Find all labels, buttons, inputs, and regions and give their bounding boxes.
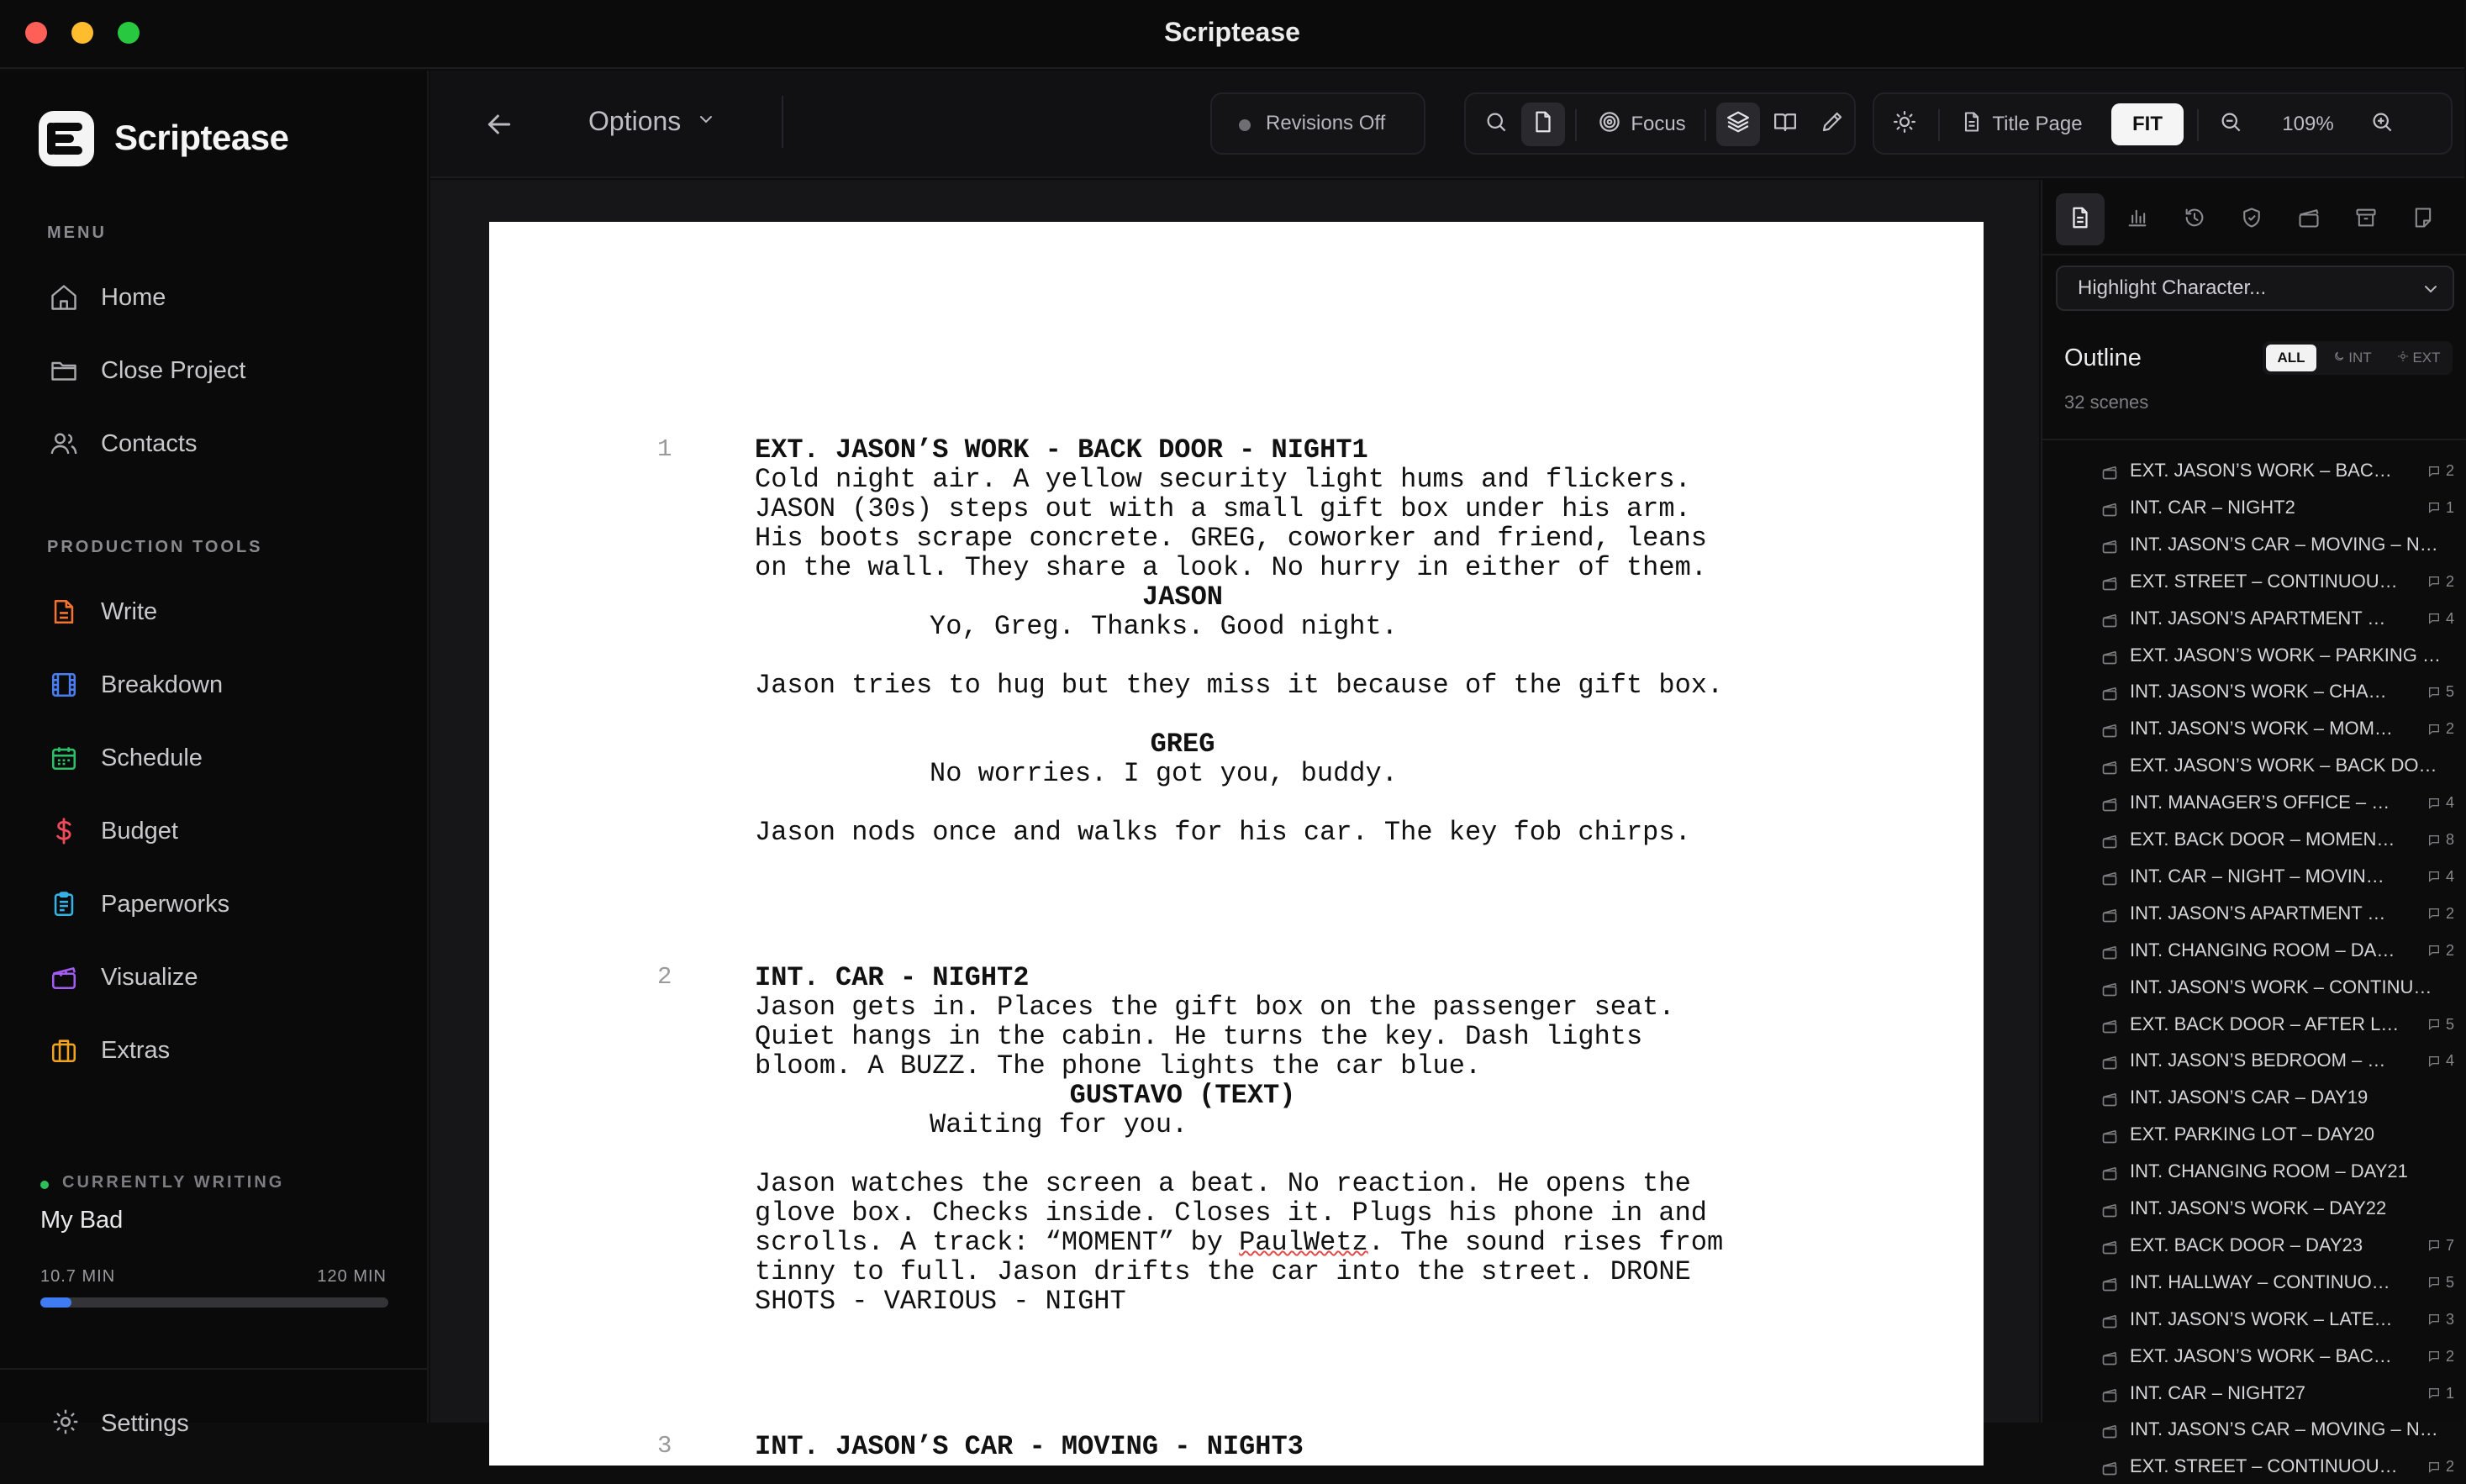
outline-list [2042, 454, 2466, 1477]
clapperboard-icon [2101, 649, 2118, 670]
sidebar-item-visualize[interactable] [39, 950, 408, 1005]
clapperboard-icon [2101, 1276, 2118, 1297]
outline-item[interactable] [2042, 1192, 2466, 1226]
toolbar-separator [1938, 109, 1940, 141]
comment-icon [2427, 1055, 2441, 1068]
outline-item-note-count: 2 [2427, 573, 2454, 591]
filter-int-button[interactable] [2321, 345, 2384, 371]
reading-mode-button[interactable] [1763, 103, 1807, 146]
scene-number: 3 [657, 1432, 672, 1460]
toolbar-divider [782, 96, 783, 148]
zoom-level: 109% [2282, 113, 2334, 135]
action-block[interactable]: Jason watches the screen a beat. No reaction. He opens the glove box. Checks inside. Closes it. Plugs his phone in and scrolls. A track: “MOMENT” by PaulWetz. The sound rises from tinny to full. Jason drifts the car into the street. DRONE SHOTS - VARIOUS - NIGHT [755, 1168, 1724, 1317]
outline-item-note-count: 5 [2427, 1274, 2454, 1292]
scene-heading[interactable]: INT. CAR - NIGHT2 [755, 962, 1030, 993]
scene-heading[interactable]: INT. JASON’S CAR - MOVING - NIGHT3 [755, 1431, 1304, 1462]
action-block[interactable]: Jason gets in. Places the gift box on the passenger seat. Quiet hangs in the cabin. He turns the key. Dash lights bloom. A BUZZ. The phone lights the car blue. [755, 992, 1675, 1081]
outline-item[interactable] [2042, 1450, 2466, 1484]
sidebar-item-write[interactable] [39, 584, 408, 639]
options-label: Options [588, 106, 682, 136]
layers-button[interactable] [1716, 103, 1760, 146]
clapperboard-icon [2101, 685, 2118, 706]
outline-item[interactable] [2042, 639, 2466, 673]
sidebar-item-schedule[interactable] [39, 730, 408, 786]
comment-icon [2427, 723, 2441, 736]
comment-icon [2427, 575, 2441, 588]
toolbar-separator [1705, 109, 1706, 141]
outline-item[interactable] [2042, 823, 2466, 857]
outline-item-label: INT. JASON’S CAR – MOVING – N… [2130, 533, 2438, 555]
outline-item-label: INT. JASON’S WORK – CONTINU… [2130, 976, 2432, 997]
clapperboard-icon [2101, 759, 2118, 780]
sidebar-item-label: Visualize [101, 963, 198, 991]
clapperboard-icon [2297, 206, 2321, 234]
outline-item-label: INT. JASON’S WORK – LATE… [2130, 1308, 2393, 1329]
filter-int-label: INT [2348, 350, 2372, 366]
sidebar-item-label: Budget [101, 817, 178, 845]
editor-toolbar [430, 71, 2464, 178]
layers-icon [1726, 109, 1751, 140]
outline-item[interactable] [2042, 1081, 2466, 1115]
book-open-icon [1773, 109, 1798, 140]
outline-item[interactable] [2042, 971, 2466, 1005]
comment-icon [2427, 612, 2441, 625]
document-icon [45, 593, 82, 630]
sidebar-item-label: Write [101, 597, 158, 625]
options-dropdown[interactable] [588, 106, 716, 137]
outline-item[interactable] [2042, 491, 2466, 525]
clapperboard-icon [2101, 1091, 2118, 1112]
clapperboard-icon [2101, 833, 2118, 854]
comment-icon [2427, 944, 2441, 957]
page-view-button[interactable] [1521, 103, 1565, 146]
clipboard-icon [45, 886, 82, 923]
outline-item[interactable] [2042, 1008, 2466, 1042]
outline-item-label: EXT. PARKING LOT – DAY20 [2130, 1124, 2374, 1145]
tab-archive[interactable] [2342, 193, 2390, 245]
character-cue[interactable]: GUSTAVO (TEXT) [1069, 1080, 1296, 1111]
comment-icon [2427, 1276, 2441, 1289]
sidebar-item-extras[interactable] [39, 1023, 408, 1078]
sidebar-item-contacts[interactable] [39, 416, 408, 471]
tab-notes[interactable] [2399, 193, 2448, 245]
script-length-progress-fill [40, 1297, 71, 1308]
dialogue-block[interactable]: No worries. I got you, buddy. [930, 758, 1398, 789]
tab-history[interactable] [2170, 193, 2219, 245]
scene-heading[interactable]: EXT. JASON’S WORK - BACK DOOR - NIGHT1 [755, 434, 1368, 466]
file-text-icon [1960, 110, 1984, 139]
outline-item-label: EXT. BACK DOOR – MOMEN… [2130, 829, 2395, 850]
outline-item-note-count: 3 [2427, 1311, 2454, 1329]
comment-icon [2427, 870, 2441, 883]
fit-button[interactable]: FIT [2111, 103, 2184, 145]
tab-stats[interactable] [2113, 193, 2162, 245]
outline-item-note-count: 7 [2427, 1237, 2454, 1255]
brand-name: Scriptease [114, 118, 289, 157]
window-title: Scriptease [1164, 17, 1300, 47]
outline-divider [2042, 439, 2466, 440]
clapperboard-icon [2101, 538, 2118, 559]
highlight-character-placeholder: Highlight Character... [2078, 276, 2267, 299]
comment-icon [2427, 834, 2441, 847]
outline-item[interactable] [2042, 1376, 2466, 1411]
outline-item-note-count: 4 [2427, 1052, 2454, 1070]
focus-button[interactable] [1587, 103, 1696, 146]
outline-item-note-count: 5 [2427, 683, 2454, 701]
tab-script[interactable] [2056, 193, 2105, 245]
sidebar-item-close-project[interactable] [39, 343, 408, 398]
bar-chart-icon [2126, 206, 2149, 234]
search-icon [1483, 109, 1509, 140]
scene-filter [2263, 341, 2453, 375]
outline-item-note-count: 2 [2427, 1348, 2454, 1366]
clapperboard-icon [2101, 1350, 2118, 1371]
character-cue[interactable]: GREG [1150, 729, 1215, 760]
comment-icon [2427, 1350, 2441, 1363]
zoom-in-button[interactable] [2360, 103, 2404, 146]
script-length-target: 120 MIN [317, 1267, 387, 1286]
scene-number: 1 [657, 435, 672, 463]
sidebar-item-label: Schedule [101, 744, 203, 771]
outline-item[interactable] [2042, 897, 2466, 931]
outline-item-note-count: 1 [2427, 499, 2454, 517]
outline-item[interactable] [2042, 1155, 2466, 1189]
outline-item-label: INT. JASON’S CAR – DAY19 [2130, 1087, 2369, 1108]
sidebar-item-label: Extras [101, 1036, 171, 1064]
settings-label: Settings [101, 1410, 189, 1437]
title-page-label: Title Page [1992, 113, 2083, 135]
history-icon [2183, 206, 2206, 234]
outline-item-label: EXT. STREET – CONTINUOU… [2130, 570, 2398, 592]
search-button[interactable] [1474, 103, 1518, 146]
theme-toggle-button[interactable] [1883, 103, 1926, 146]
outline-item-label: INT. HALLWAY – CONTINUO… [2130, 1271, 2390, 1292]
pencil-icon [1820, 109, 1845, 140]
filter-ext-label: EXT [2412, 350, 2441, 366]
toolbar-separator [2197, 109, 2199, 141]
outline-item-label: INT. CHANGING ROOM – DA… [2130, 939, 2395, 960]
outline-item-label: INT. CAR – NIGHT2 [2130, 496, 2295, 518]
home-icon [45, 279, 82, 316]
chevron-down-icon [2421, 279, 2441, 303]
currently-writing-label: CURRENTLY WRITING [62, 1173, 285, 1192]
focus-label: Focus [1631, 113, 1686, 135]
clapperboard-icon [2101, 722, 2118, 743]
outline-item[interactable] [2042, 934, 2466, 968]
filter-all-button[interactable]: ALL [2266, 345, 2316, 371]
briefcase-icon [45, 1032, 82, 1069]
sidebar-item-label: Paperworks [101, 890, 230, 918]
clapperboard-icon [2101, 1387, 2118, 1408]
comment-icon [2427, 1460, 2441, 1474]
users-icon [45, 425, 82, 462]
revisions-status-dot [1239, 119, 1251, 131]
script-length-current: 10.7 MIN [40, 1267, 116, 1286]
zoom-in-icon [2369, 109, 2395, 140]
clapperboard-icon [2101, 1054, 2118, 1075]
calendar-icon [45, 739, 82, 776]
moon-icon [2333, 350, 2345, 366]
note-icon [2411, 206, 2435, 234]
view-tools-group [1464, 92, 1856, 155]
outline-item[interactable] [2042, 749, 2466, 783]
chevron-down-icon [696, 109, 716, 134]
zoom-out-icon [2218, 109, 2243, 140]
outline-item-label: EXT. JASON’S WORK – BACK DO… [2130, 755, 2437, 776]
revisions-label: Revisions Off [1266, 112, 1386, 134]
outline-item[interactable] [2042, 860, 2466, 894]
outline-item[interactable] [2042, 528, 2466, 562]
outline-item-label: INT. MANAGER’S OFFICE – … [2130, 792, 2390, 813]
clapperboard-icon [2101, 870, 2118, 891]
clapperboard-icon [2101, 1460, 2118, 1481]
comment-icon [2427, 797, 2441, 810]
outline-item-note-count: 1 [2427, 1385, 2454, 1402]
clapperboard-icon [2101, 907, 2118, 928]
clapperboard-icon [2101, 1313, 2118, 1334]
comment-icon [2427, 686, 2441, 699]
film-icon [45, 666, 82, 703]
sidebar-item-home[interactable] [39, 270, 408, 325]
tab-security[interactable] [2227, 193, 2276, 245]
clapperboard-icon [2101, 575, 2118, 596]
sun-icon [1892, 109, 1917, 140]
outline-item[interactable] [2042, 712, 2466, 746]
scene-count: 32 scenes [2064, 392, 2149, 413]
script-canvas[interactable] [430, 180, 2039, 1462]
outline-item-label: EXT. STREET – CONTINUOU… [2130, 1455, 2398, 1477]
settings-button[interactable] [50, 1407, 189, 1441]
outline-item-label: EXT. JASON’S WORK – BAC… [2130, 1345, 2392, 1366]
dialogue-block[interactable]: Waiting for you. [930, 1109, 1188, 1140]
outline-item[interactable] [2042, 675, 2466, 709]
document-icon [2068, 205, 2093, 234]
script-length-progress [40, 1297, 388, 1308]
outline-item-label: INT. JASON’S CAR – MOVING – N… [2130, 1418, 2438, 1440]
clapperboard-icon [2101, 1128, 2118, 1149]
zoom-out-button[interactable] [2209, 103, 2253, 146]
outline-item-note-count: 2 [2427, 1458, 2454, 1476]
sidebar-item-budget[interactable] [39, 803, 408, 859]
outline-item[interactable] [2042, 1302, 2466, 1337]
edit-button[interactable] [1810, 103, 1854, 146]
filter-ext-button[interactable] [2389, 345, 2449, 371]
page-icon [1531, 109, 1556, 140]
outline-item[interactable] [2042, 1044, 2466, 1078]
sidebar-item-label: Breakdown [101, 671, 224, 698]
outline-item-label: INT. JASON’S APARTMENT … [2130, 607, 2386, 629]
outline-item-note-count: 2 [2427, 720, 2454, 738]
folder-icon [45, 352, 82, 389]
app-logo-icon [39, 111, 94, 166]
clapperboard-icon [2101, 501, 2118, 522]
highlight-character-select[interactable] [2056, 266, 2454, 311]
outline-item-label: INT. CAR – NIGHT – MOVIN… [2130, 865, 2384, 887]
toolbar-separator [1575, 109, 1577, 141]
target-icon [1597, 109, 1622, 140]
outline-item[interactable] [2042, 565, 2466, 599]
action-block[interactable]: Jason nods once and walks for his car. The key fob chirps. [755, 817, 1691, 848]
comment-icon [2427, 465, 2441, 478]
outline-item-label: INT. JASON’S WORK – MOM… [2130, 718, 2393, 739]
outline-item[interactable] [2042, 1413, 2466, 1447]
spelling-error-word[interactable]: PaulWetz [1239, 1227, 1368, 1258]
outline-item-label: INT. CHANGING ROOM – DAY21 [2130, 1160, 2408, 1182]
panel-divider [2042, 254, 2466, 255]
comment-icon [2427, 1387, 2441, 1400]
clapperboard-icon [2101, 464, 2118, 485]
page-tools-group [1873, 92, 2453, 155]
outline-item[interactable] [2042, 454, 2466, 488]
writing-status-dot [40, 1181, 49, 1189]
outline-panel [2041, 180, 2464, 1477]
tab-scenes[interactable] [2284, 193, 2333, 245]
outline-item-note-count: 4 [2427, 868, 2454, 886]
comment-icon [2427, 1313, 2441, 1326]
dialogue-block[interactable]: Yo, Greg. Thanks. Good night. [930, 611, 1398, 642]
outline-item-note-count: 2 [2427, 462, 2454, 480]
outline-item-note-count: 2 [2427, 942, 2454, 960]
dollar-icon [45, 813, 82, 850]
comment-icon [2427, 1018, 2441, 1031]
clapperboard-icon [2101, 796, 2118, 817]
outline-title: Outline [2064, 345, 2142, 371]
outline-item-note-count: 8 [2427, 831, 2454, 849]
clapperboard-icon [45, 959, 82, 996]
outline-item[interactable] [2042, 786, 2466, 820]
title-page-button[interactable] [1950, 103, 2093, 146]
outline-item[interactable] [2042, 1118, 2466, 1152]
outline-item-label: INT. JASON’S WORK – DAY22 [2130, 1197, 2387, 1218]
outline-item[interactable] [2042, 602, 2466, 636]
arrow-left-icon [482, 130, 516, 145]
clapperboard-icon [2101, 1423, 2118, 1444]
archive-icon [2354, 206, 2378, 234]
window-titlebar [0, 0, 2464, 69]
outline-item[interactable] [2042, 1229, 2466, 1263]
sidebar-item-breakdown[interactable] [39, 657, 408, 713]
outline-item-note-count: 2 [2427, 905, 2454, 923]
script-page[interactable] [489, 222, 1984, 1466]
outline-item-label: EXT. BACK DOOR – AFTER L… [2130, 1013, 2400, 1034]
outline-item-label: INT. JASON’S WORK – CHA… [2130, 681, 2387, 703]
comment-icon [2427, 501, 2441, 514]
clapperboard-icon [2101, 944, 2118, 965]
clapperboard-icon [2101, 1165, 2118, 1186]
comment-icon [2427, 1239, 2441, 1252]
clapperboard-icon [2101, 612, 2118, 633]
clapperboard-icon [2101, 1239, 2118, 1260]
action-block[interactable]: Cold night air. A yellow security light hums and flickers. JASON (30s) steps out with a small gift box under his arm. His boots scrape concrete. GREG, coworker and friend, leans on the wall. They share a look. No hurry in either of them. [755, 464, 1707, 583]
back-button[interactable] [482, 108, 516, 145]
scene-number: 2 [657, 963, 672, 991]
outline-item[interactable] [2042, 1266, 2466, 1300]
sidebar [0, 71, 429, 1437]
character-cue[interactable]: JASON [1141, 581, 1223, 613]
gear-icon [50, 1407, 81, 1441]
outline-item-label: INT. JASON’S BEDROOM – … [2130, 1050, 2386, 1071]
panel-tabs [2056, 193, 2454, 245]
shield-check-icon [2240, 206, 2263, 234]
outline-item-label: INT. CAR – NIGHT27 [2130, 1381, 2306, 1403]
outline-item-label: EXT. JASON’S WORK – PARKING … [2130, 644, 2441, 666]
clapperboard-icon [2101, 1202, 2118, 1223]
sun-icon [2397, 350, 2409, 366]
sidebar-item-label: Contacts [101, 429, 198, 457]
action-block[interactable]: Jason tries to hug but they miss it because of the gift box. [755, 670, 1724, 701]
menu-section-title: MENU [47, 224, 107, 242]
sidebar-divider [0, 1368, 427, 1370]
revisions-toggle[interactable] [1210, 92, 1425, 155]
outline-item[interactable] [2042, 1339, 2466, 1374]
current-project-title[interactable]: My Bad [40, 1207, 124, 1234]
outline-item-note-count: 4 [2427, 610, 2454, 628]
comment-icon [2427, 907, 2441, 920]
outline-item-note-count: 5 [2427, 1016, 2454, 1034]
clapperboard-icon [2101, 981, 2118, 1002]
outline-item-note-count: 4 [2427, 794, 2454, 812]
outline-item-label: EXT. BACK DOOR – DAY23 [2130, 1234, 2363, 1255]
clapperboard-icon [2101, 1018, 2118, 1039]
sidebar-item-label: Close Project [101, 356, 246, 384]
outline-item-label: INT. JASON’S APARTMENT … [2130, 902, 2386, 924]
production-tools-section-title: PRODUCTION TOOLS [47, 538, 263, 556]
sidebar-item-paperworks[interactable] [39, 876, 408, 932]
sidebar-item-label: Home [101, 283, 166, 311]
outline-item-label: EXT. JASON’S WORK – BAC… [2130, 460, 2392, 481]
